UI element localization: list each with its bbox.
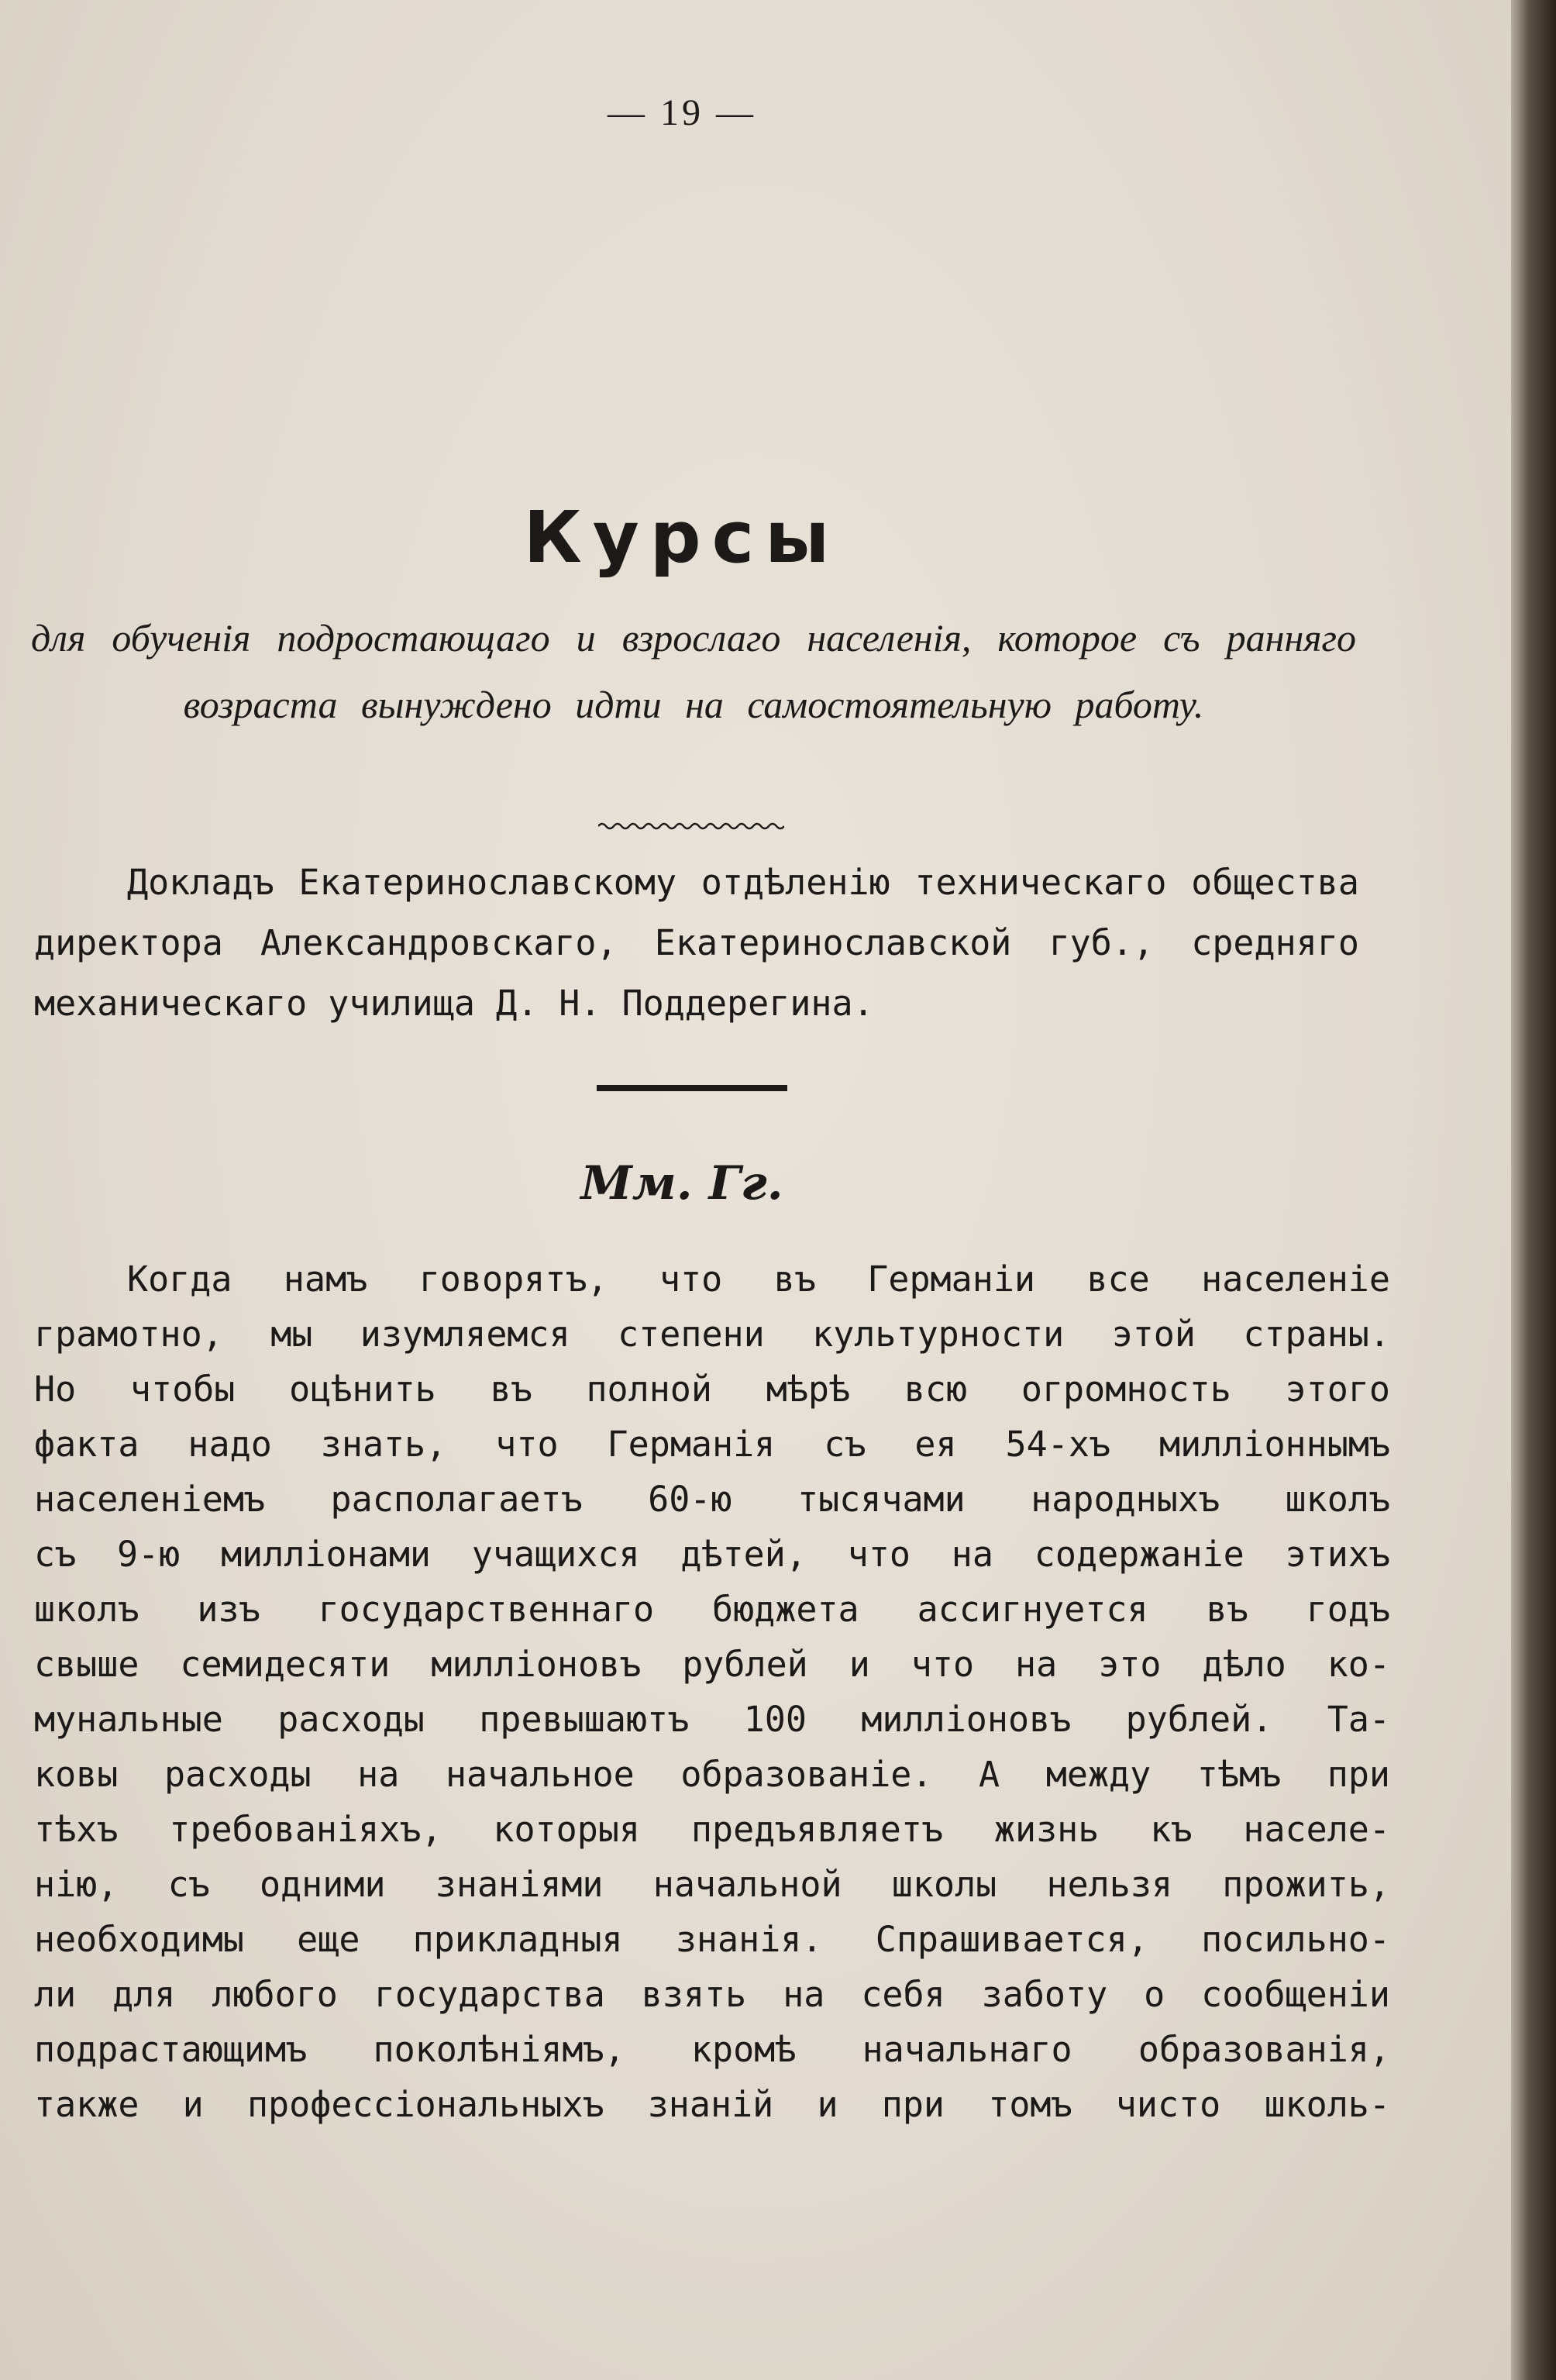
report-note	[34, 852, 1359, 1034]
body-text	[34, 1252, 1390, 2132]
body-line: тѣхъ требованіяхъ, которыя предъявляетъ жизнь къ населе-	[34, 1809, 1390, 1850]
body-line: грамотно, мы изумляемся степени культурности этой страны.	[34, 1314, 1390, 1355]
salutation: Мм. Гг.	[580, 1156, 783, 1211]
body-line: Но чтобы оцѣнить въ полной мѣрѣ всю огромность этого	[34, 1369, 1390, 1410]
section-divider	[597, 1085, 787, 1091]
body-line: мунальные расходы превышаютъ 100 милліоновъ рублей. Та-	[34, 1699, 1390, 1740]
page-title: Курсы	[523, 496, 841, 579]
body-line: съ 9-ю милліонами учащихся дѣтей, что на содержаніе этихъ	[34, 1534, 1390, 1575]
body-line: ковы расходы на начальное образованіе. А между тѣмъ при	[34, 1754, 1390, 1795]
body-line: подрастающимъ поколѣніямъ, кромѣ начальнаго образованія,	[34, 2029, 1390, 2070]
report-note-text: Докладъ Екатеринославскому отдѣленію техническаго общества директора Александровскаго, Екатеринославской губ., средняго механическаго училища Д. Н. Поддерегина.	[34, 862, 1359, 1024]
body-line: также и профессіональныхъ знаній и при томъ чисто школь-	[34, 2084, 1390, 2125]
body-line: населеніемъ располагаетъ 60-ю тысячами народныхъ школъ	[34, 1479, 1390, 1520]
subtitle: для обученія подростающаго и взрослаго населенія, которое съ ранняго возраста вынуждено идти на самостоятельную работу.	[31, 616, 1356, 726]
body-line: нію, съ одними знаніями начальной школы нельзя прожить,	[34, 1864, 1390, 1905]
body-line: факта надо знать, что Германія съ ея 54-хъ милліоннымъ	[34, 1424, 1390, 1465]
body-line: ли для любого государства взять на себя заботу о сообщеніи	[34, 1974, 1390, 2015]
body-line: школъ изъ государственнаго бюджета ассигнуется въ годъ	[34, 1589, 1390, 1630]
book-spine-shadow	[1511, 0, 1556, 2380]
body-line: необходимы еще прикладныя знанія. Спрашивается, посильно-	[34, 1919, 1390, 1960]
wavy-divider	[598, 820, 784, 832]
page-number: — 19 —	[608, 92, 756, 133]
body-line: Когда намъ говорятъ, что въ Германіи все населеніе	[127, 1259, 1390, 1300]
body-line: свыше семидесяти милліоновъ рублей и что на это дѣло ко-	[34, 1644, 1390, 1685]
